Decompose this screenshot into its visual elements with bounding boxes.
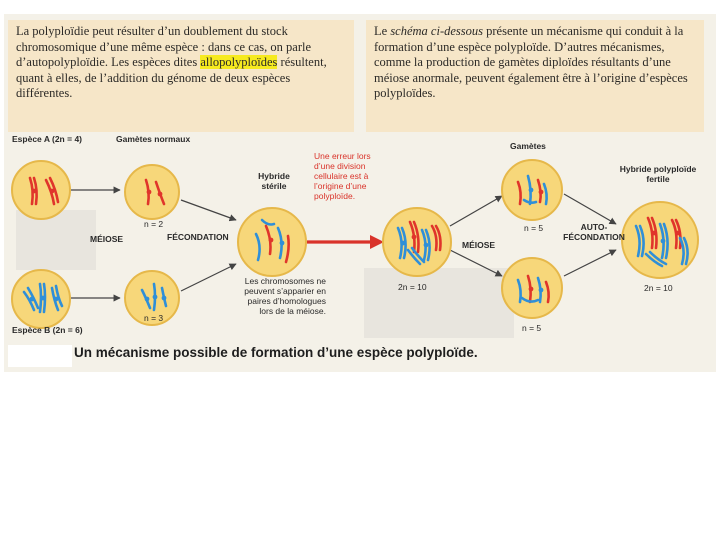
label-2n10: 2n = 10 [398,282,427,292]
label-gametes: Gamètes [510,141,546,151]
note-chromosomes-line1: Les chromosomes ne [244,276,326,286]
label-meiose-1: MÉIOSE [90,234,124,244]
arrow-fecondation-a [181,200,236,220]
caption-tab [8,345,72,367]
hybride-fertile-line2: fertile [646,174,670,184]
intro-right-part2: présente un mécanisme qui conduit à la formation d’une espèce polyploïde. D’autres mécanismes, comme la production de gamètes diploïdes résultants d’une méiose anormale, peuvent également être à l’origine d’espèces polyploïdes. [374,24,688,101]
label-species-b: Espèce B (2n = 6) [12,325,83,335]
figure-caption: Un mécanisme possible de formation d’une espèce polyploïde. [74,345,478,360]
allopolyploides-highlight: allopolyploïdes [200,55,278,70]
cell-gamete-a [125,165,179,219]
label-species-a: Espèce A (2n = 4) [12,134,82,144]
label-meiose-2: MÉIOSE [462,240,496,250]
label-n3: n = 3 [144,313,164,323]
note-erreur-line2: d’une division [314,161,366,171]
label-2n10-final: 2n = 10 [644,283,673,293]
intro-right-italic: schéma ci-dessous [390,24,484,38]
intro-right-part1: Le [374,24,391,38]
intro-left-part2: résultent, quant à elles, de l’addition du génome de deux espèces différentes. [16,55,327,101]
intro-left-part1: La polyploïdie peut résulter d’un doublement du stock chromosomique d’une même espèce : dans ce cas, on parle d’autopolyploïdie. Les espèces dites [16,24,312,70]
note-chromosomes-line3: paires d’homologues [247,296,326,306]
note-erreur-line4: l’origine d’une [314,181,367,191]
label-gametes-normaux: Gamètes normaux [116,134,191,144]
cell-species-a [12,161,70,219]
cell-hybride-fertile [622,202,698,278]
note-chromosomes [222,276,326,316]
note-chromosomes-line2: peuvent s’apparier en [244,286,326,296]
label-hybride-fertile [608,164,708,184]
arrow-meiose-bottom [450,250,502,276]
note-chromosomes-line4: lors de la méiose. [259,306,326,316]
label-n2: n = 2 [144,219,164,229]
label-hybride-sterile [244,171,304,191]
auto-fecondation-line1: AUTO- [580,222,608,232]
label-n5-top: n = 5 [524,223,544,233]
hybride-sterile-line1: Hybride [258,171,290,181]
hybride-fertile-line1: Hybride polyploïde [619,164,697,174]
arrow-meiose-top [450,196,502,226]
hybride-sterile-line2: stérile [261,181,287,191]
red-arrow-head [370,235,384,249]
arrow-autofec-top [564,194,616,224]
label-n5-bottom: n = 5 [522,323,542,333]
note-erreur-line3: cellulaire est à [314,171,369,181]
note-erreur-line1: Une erreur lors [314,151,371,161]
note-erreur-line5: polyploïde. [314,191,356,201]
auto-fecondation-line2: FÉCONDATION [563,232,625,242]
note-erreur [314,151,386,201]
label-auto-fecondation [560,222,628,242]
label-fecondation: FÉCONDATION [167,232,229,242]
arrow-autofec-bottom [564,250,616,276]
polyploidy-figure [4,14,716,372]
